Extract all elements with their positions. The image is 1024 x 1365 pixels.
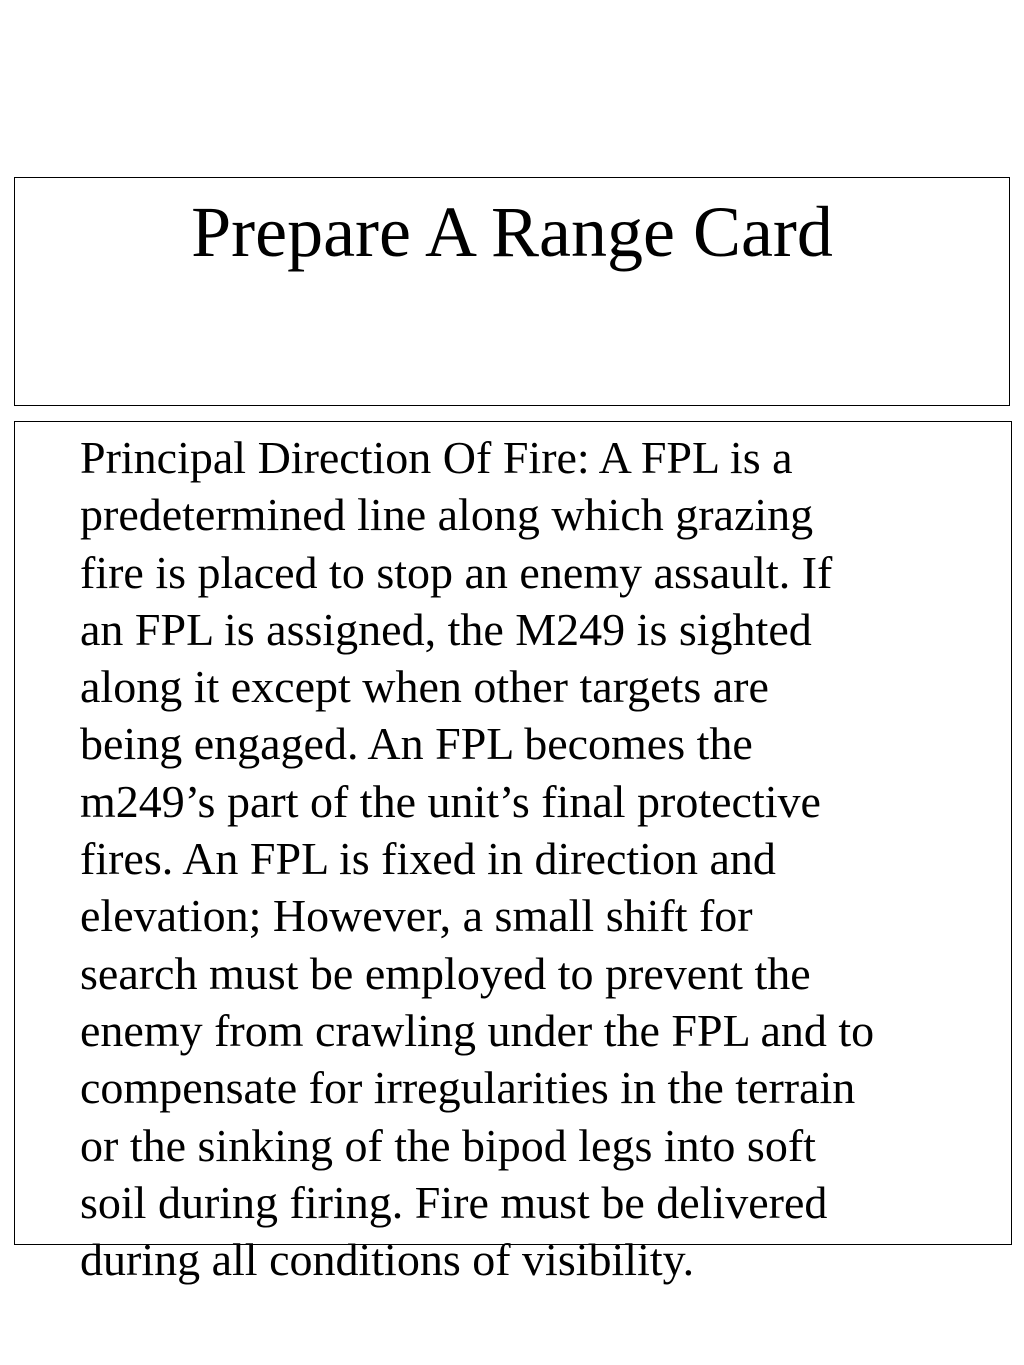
body-line: an FPL is assigned, the M249 is sighted (80, 603, 812, 655)
body-line: during all conditions of visibility. (80, 1234, 695, 1286)
body-line: search must be employed to prevent the (80, 947, 811, 999)
body-text (80, 429, 1020, 1288)
body-line: being engaged. An FPL becomes the (80, 718, 753, 770)
body-line: along it except when other targets are (80, 661, 769, 713)
body-line: m249’s part of the unit’s final protective (80, 775, 821, 827)
body-line: elevation; However, a small shift for (80, 890, 753, 942)
body-line: or the sinking of the bipod legs into soft (80, 1119, 816, 1171)
body-line: enemy from crawling under the FPL and to (80, 1004, 875, 1056)
body-line: Principal Direction Of Fire: A FPL is a (80, 432, 793, 483)
body-line: fire is placed to stop an enemy assault. If (80, 546, 833, 598)
body-line: compensate for irregularities in the terrain (80, 1062, 856, 1114)
body-line: soil during firing. Fire must be delivered (80, 1176, 828, 1228)
slide-title: Prepare A Range Card (191, 192, 833, 272)
body-line: predetermined line along which grazing (80, 489, 814, 541)
body-line: fires. An FPL is fixed in direction and (80, 833, 776, 885)
